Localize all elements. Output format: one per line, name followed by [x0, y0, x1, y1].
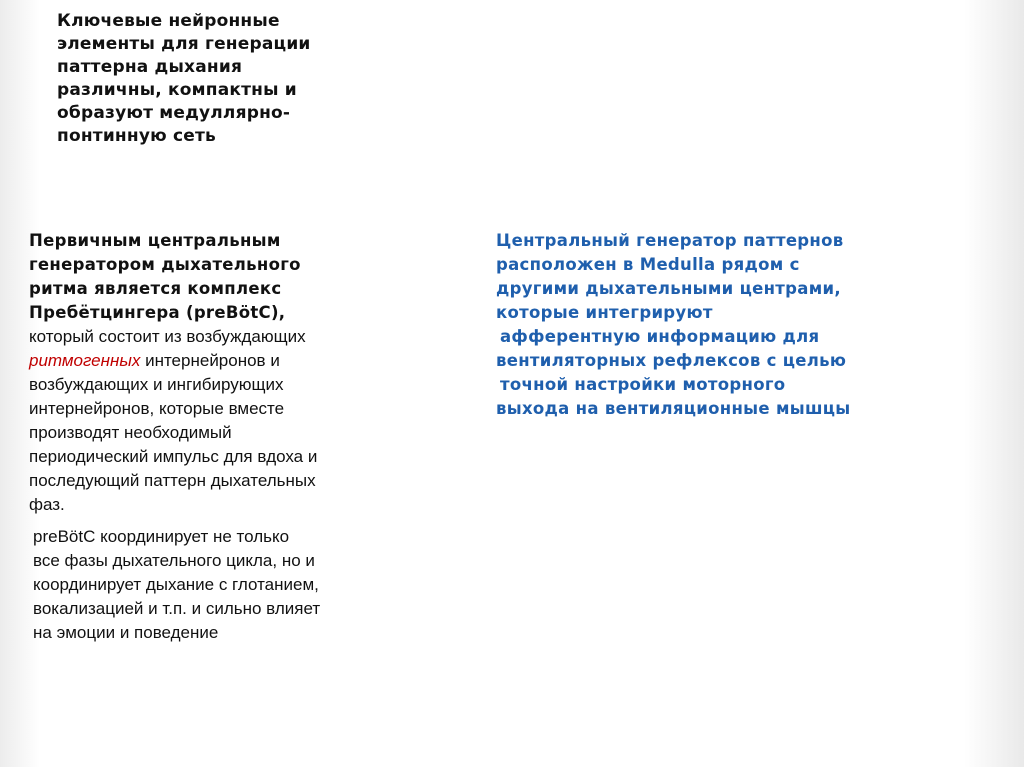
prebotc-paragraph — [29, 229, 379, 517]
body-line: последующий паттерн дыхательных — [29, 471, 316, 490]
slide-right-shadow — [964, 0, 1024, 767]
heading-line: ритма является комплекс — [29, 279, 282, 298]
prebotc-coordination-paragraph — [29, 525, 379, 645]
slide-title — [57, 10, 387, 148]
body-line: возбуждающих и ингибирующих — [29, 375, 284, 394]
heading-line: Пребётцингера (preBötC), — [29, 303, 286, 322]
body-line: все фазы дыхательного цикла, но и — [33, 551, 315, 570]
prebotc-heading — [29, 231, 301, 322]
title-line: Ключевые нейронные — [57, 11, 280, 31]
highlighted-term: ритмогенных — [29, 351, 141, 370]
body-line: на эмоции и поведение — [33, 623, 219, 642]
left-column — [29, 229, 379, 645]
right-column — [496, 229, 916, 421]
body-line: координирует дыхание с глотанием, — [33, 575, 319, 594]
right-line: афферентную информацию для — [500, 327, 820, 346]
right-line: точной настройки моторного — [500, 375, 786, 394]
body-line: preBötC координирует не только — [33, 527, 290, 546]
right-line: расположен в Medulla рядом с — [496, 255, 800, 274]
body-line: интернейронов, которые вместе — [29, 399, 285, 418]
title-line: различны, компактны и — [57, 80, 297, 100]
right-line: другими дыхательными центрами, — [496, 279, 841, 298]
heading-line: генератором дыхательного — [29, 255, 301, 274]
right-line: Центральный генератор паттернов — [496, 231, 844, 250]
title-line: образуют медуллярно- — [57, 103, 291, 123]
body-line: периодический импульс для вдоха и — [29, 447, 318, 466]
right-line: которые интегрируют — [496, 303, 713, 322]
heading-line: Первичным центральным — [29, 231, 281, 250]
body-line: который состоит из возбуждающих — [29, 327, 306, 346]
body-line: интернейронов и — [140, 351, 280, 370]
title-line: элементы для генерации — [57, 34, 311, 54]
body-line: вокализацией и т.п. и сильно влияет — [33, 599, 321, 618]
right-line: выхода на вентиляционные мышцы — [496, 399, 851, 418]
right-line: вентиляторных рефлексов с целью — [496, 351, 847, 370]
body-line: производят необходимый — [29, 423, 232, 442]
body-line: фаз. — [29, 495, 65, 514]
title-line: понтинную сеть — [57, 126, 216, 146]
title-line: паттерна дыхания — [57, 57, 243, 77]
